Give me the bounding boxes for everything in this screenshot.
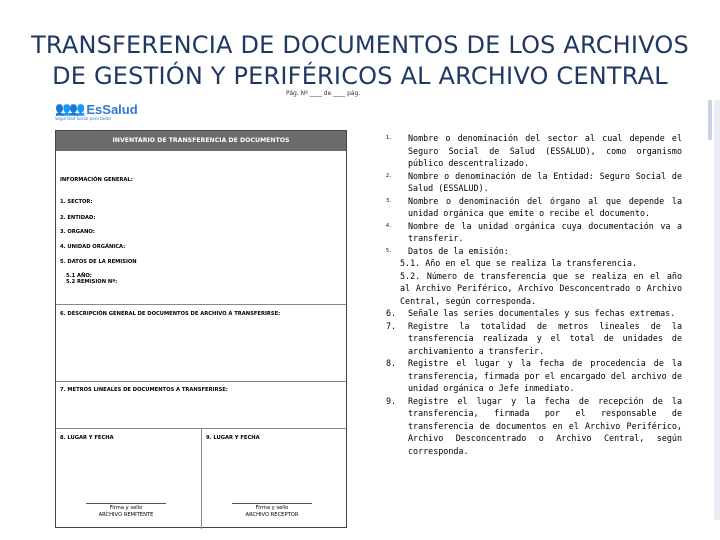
- divider: [56, 381, 346, 382]
- year-label: 5.1 AÑO:: [66, 273, 92, 279]
- entity-label: 2. ENTIDAD:: [60, 215, 96, 221]
- item-number: 2.: [386, 172, 393, 179]
- item-text: Registre el lugar y la fecha de procedencia de la transferencia, firmada por el encargado del archivo de unidad orgánica o Jefe inmediato.: [408, 358, 682, 393]
- form-header: INVENTARIO DE TRANSFERENCIA DE DOCUMENTOS: [56, 131, 346, 151]
- people-logo-icon: 👥👥: [55, 101, 84, 117]
- brand-tagline: Seguridad Social para todos: [55, 116, 112, 121]
- reception-place-date-label: 9. LUGAR Y FECHA: [206, 435, 260, 441]
- list-item: [386, 220, 682, 245]
- item-number: 5.: [386, 247, 393, 254]
- list-item: [386, 320, 682, 358]
- list-item: [386, 395, 682, 458]
- item-number: 1.: [386, 135, 393, 141]
- sender-archive-left: ARCHIVO REMITENTE: [98, 511, 154, 518]
- item-text: Señale las series documentales y sus fechas extremas.: [408, 308, 676, 318]
- signature-right: [232, 505, 312, 518]
- slide-title: [0, 30, 720, 92]
- sign-seal-left: Firma y sello: [109, 505, 143, 511]
- item-text: Nombre de la unidad orgánica cuya documentación va a transferir.: [408, 220, 682, 243]
- brand-name: EsSalud: [86, 101, 138, 117]
- sub-item: 5.1. Año en el que se realiza la transferencia.: [400, 258, 637, 268]
- title-line-1: TRANSFERENCIA DE DOCUMENTOS DE LOS ARCHIVOS: [31, 31, 689, 59]
- item-number: 8.: [386, 358, 397, 368]
- sector-label: 1. SECTOR:: [60, 199, 93, 205]
- item-text: Nombre o denominación del sector al cual depende el Seguro Social de Salud (ESSALUD), como organismo público descentralizado.: [408, 133, 682, 168]
- divider: [56, 304, 346, 305]
- organ-label: 3. ORGANO:: [60, 229, 95, 235]
- linear-meters-label: 7. METROS LINEALES DE DOCUMENTOS A TRANSFERIRSE:: [60, 387, 228, 393]
- remission-number-label: 5.2 REMISION Nº:: [66, 279, 118, 285]
- divider: [201, 428, 202, 529]
- item-number: 3.: [386, 197, 393, 204]
- transfer-inventory-form-image: [52, 90, 361, 532]
- signature-line-left: [86, 503, 166, 504]
- form-box: [55, 130, 347, 528]
- general-info-label: INFORMACIÓN GENERAL:: [60, 177, 133, 183]
- list-item: [386, 170, 682, 195]
- remission-data-label: 5. DATOS DE LA REMISION: [60, 259, 137, 265]
- sign-seal-right: Firma y sello: [255, 505, 289, 511]
- decorative-side-bar: [714, 100, 720, 520]
- signature-left: [86, 505, 166, 518]
- instructions-list: [386, 132, 682, 457]
- page-reference: Pág. Nº ____ de ____ pág.: [286, 90, 361, 97]
- receiver-archive-right: ARCHIVO RECEPTOR: [245, 511, 299, 518]
- item-text: Registre el lugar y la fecha de recepción de la transferencia, firmada por el responsable de transferencia de documentos en el Archivo Periférico, Archivo Desconcentrado o Archivo Central, según corresponda.: [408, 395, 682, 456]
- sub-item: 5.2. Número de transferencia que se realiza en el año al Archivo Periférico, Archivo Desconcentrado o Archivo Central, según corresponda.: [400, 270, 682, 306]
- item-text: Nombre o denominación del órgano al que depende la unidad orgánica que emite o recibe el documento.: [408, 195, 682, 218]
- list-item: [386, 195, 682, 220]
- item-number: 9.: [386, 395, 397, 406]
- item-text: Nombre o denominación de la Entidad: Seguro Social de Salud (ESSALUD).: [408, 170, 682, 193]
- item-text: Registre la totalidad de metros lineales de la transferencia realizada y el total de unidades de archivamiento a transferir.: [408, 320, 682, 356]
- item-number: 6.: [386, 308, 397, 318]
- origin-place-date-label: 8. LUGAR Y FECHA: [60, 435, 114, 441]
- list-item: [386, 357, 682, 395]
- signature-line-right: [232, 503, 312, 504]
- item-number: 7.: [386, 320, 397, 331]
- list-item: [386, 132, 682, 170]
- list-item: [386, 245, 682, 258]
- item-number: 4.: [386, 222, 393, 229]
- unit-label: 4. UNIDAD ORGÁNICA:: [60, 244, 126, 250]
- list-item: [386, 307, 682, 320]
- decorative-accent-bar: [708, 100, 712, 140]
- description-label: 6. DESCRIPCIÓN GENERAL DE DOCUMENTOS DE ARCHIVO A TRANSFERIRSE:: [60, 311, 281, 317]
- title-line-2: DE GESTIÓN Y PERIFÉRICOS AL ARCHIVO CENTRAL: [52, 62, 668, 90]
- item-text: Datos de la emisión:: [408, 245, 509, 256]
